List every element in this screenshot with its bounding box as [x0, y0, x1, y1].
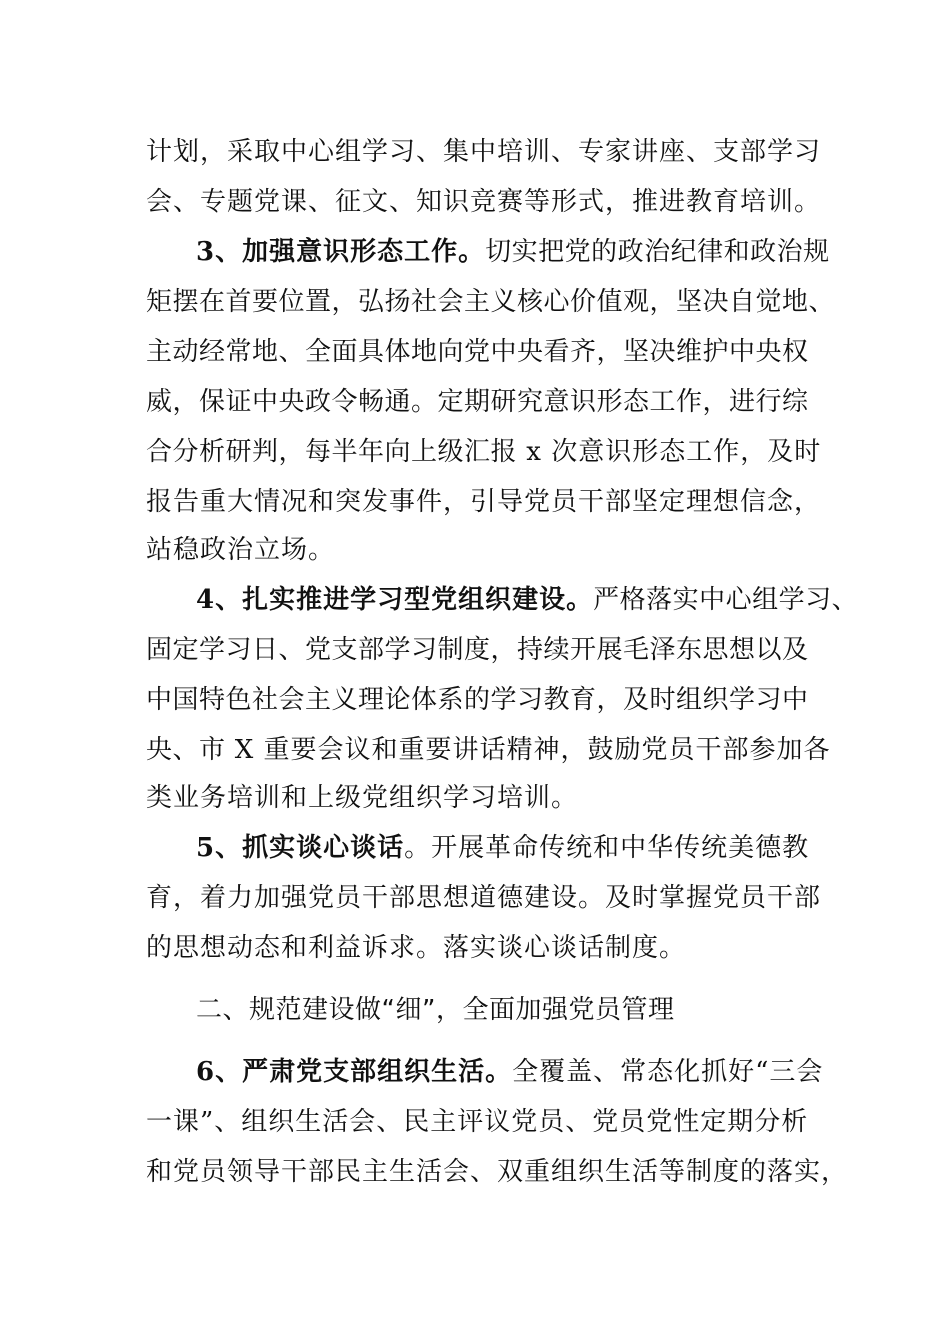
- item-text: x 次意识形态工作，及时: [517, 437, 822, 467]
- paragraph-line: 计划，采取中心组学习、集中培训、专家讲座、支部学习: [146, 137, 822, 167]
- section-heading: 二、规范建设做“细”，全面加强党员管理: [196, 995, 675, 1025]
- paragraph-line: 中国特色社会主义理论体系的学习教育，及时组织学习中: [146, 685, 809, 715]
- item-title: 3、加强意识形态工作。: [196, 237, 486, 267]
- paragraph-line: [196, 1052, 826, 1092]
- paragraph-line: [196, 232, 830, 272]
- paragraph-line: 主动经常地、全面具体地向党中央看齐，坚决维护中央权: [146, 337, 809, 367]
- item-text: 央、市: [146, 735, 226, 765]
- item-title: 5、抓实谈心谈话: [196, 833, 405, 863]
- paragraph-line: 站稳政治立场。: [146, 535, 336, 565]
- paragraph-line: [146, 432, 826, 472]
- paragraph-line: 报告重大情况和突发事件，引导党员干部坚定理想信念，: [146, 487, 822, 517]
- paragraph-line: 一课”、组织生活会、民主评议党员、党员党性定期分析: [146, 1107, 809, 1137]
- paragraph-line: 的思想动态和利益诉求。落实谈心谈话制度。: [146, 933, 687, 963]
- paragraph-line: 和党员领导干部民主生活会、双重组织生活等制度的落实，: [146, 1157, 849, 1187]
- paragraph-line: 类业务培训和上级党组织学习培训。: [146, 783, 579, 813]
- item-text: 合分析研判，每半年向上级汇报: [146, 437, 518, 467]
- paragraph-line: 育，着力加强党员干部思想道德建设。及时掌握党员干部: [146, 883, 822, 913]
- item-title: 6、严肃党支部组织生活。: [196, 1057, 513, 1087]
- item-title: 4、扎实推进学习型党组织建设。: [196, 585, 594, 615]
- item-text: X 重要会议和重要讲话精神，鼓励党员干部参加各: [225, 735, 831, 765]
- item-text: 切实把党的政治纪律和政治规: [485, 237, 830, 267]
- paragraph-line: [196, 828, 826, 868]
- paragraph-line: 会、专题党课、征文、知识竞赛等形式，推进教育培训。: [146, 187, 822, 217]
- paragraph-line: 威，保证中央政令畅通。定期研究意识形态工作，进行综: [146, 387, 809, 417]
- paragraph-line: 矩摆在首要位置，弘扬社会主义核心价值观，坚决自觉地、: [146, 287, 836, 317]
- item-text: 全覆盖、常态化抓好“三会: [512, 1057, 824, 1087]
- paragraph-line: [146, 730, 831, 770]
- item-text: 严格落实中心组学习、: [593, 585, 859, 615]
- paragraph-line: [196, 580, 859, 620]
- item-text: 。开展革命传统和中华传统美德教: [404, 833, 810, 863]
- paragraph-line: 固定学习日、党支部学习制度，持续开展毛泽东思想以及: [146, 635, 809, 665]
